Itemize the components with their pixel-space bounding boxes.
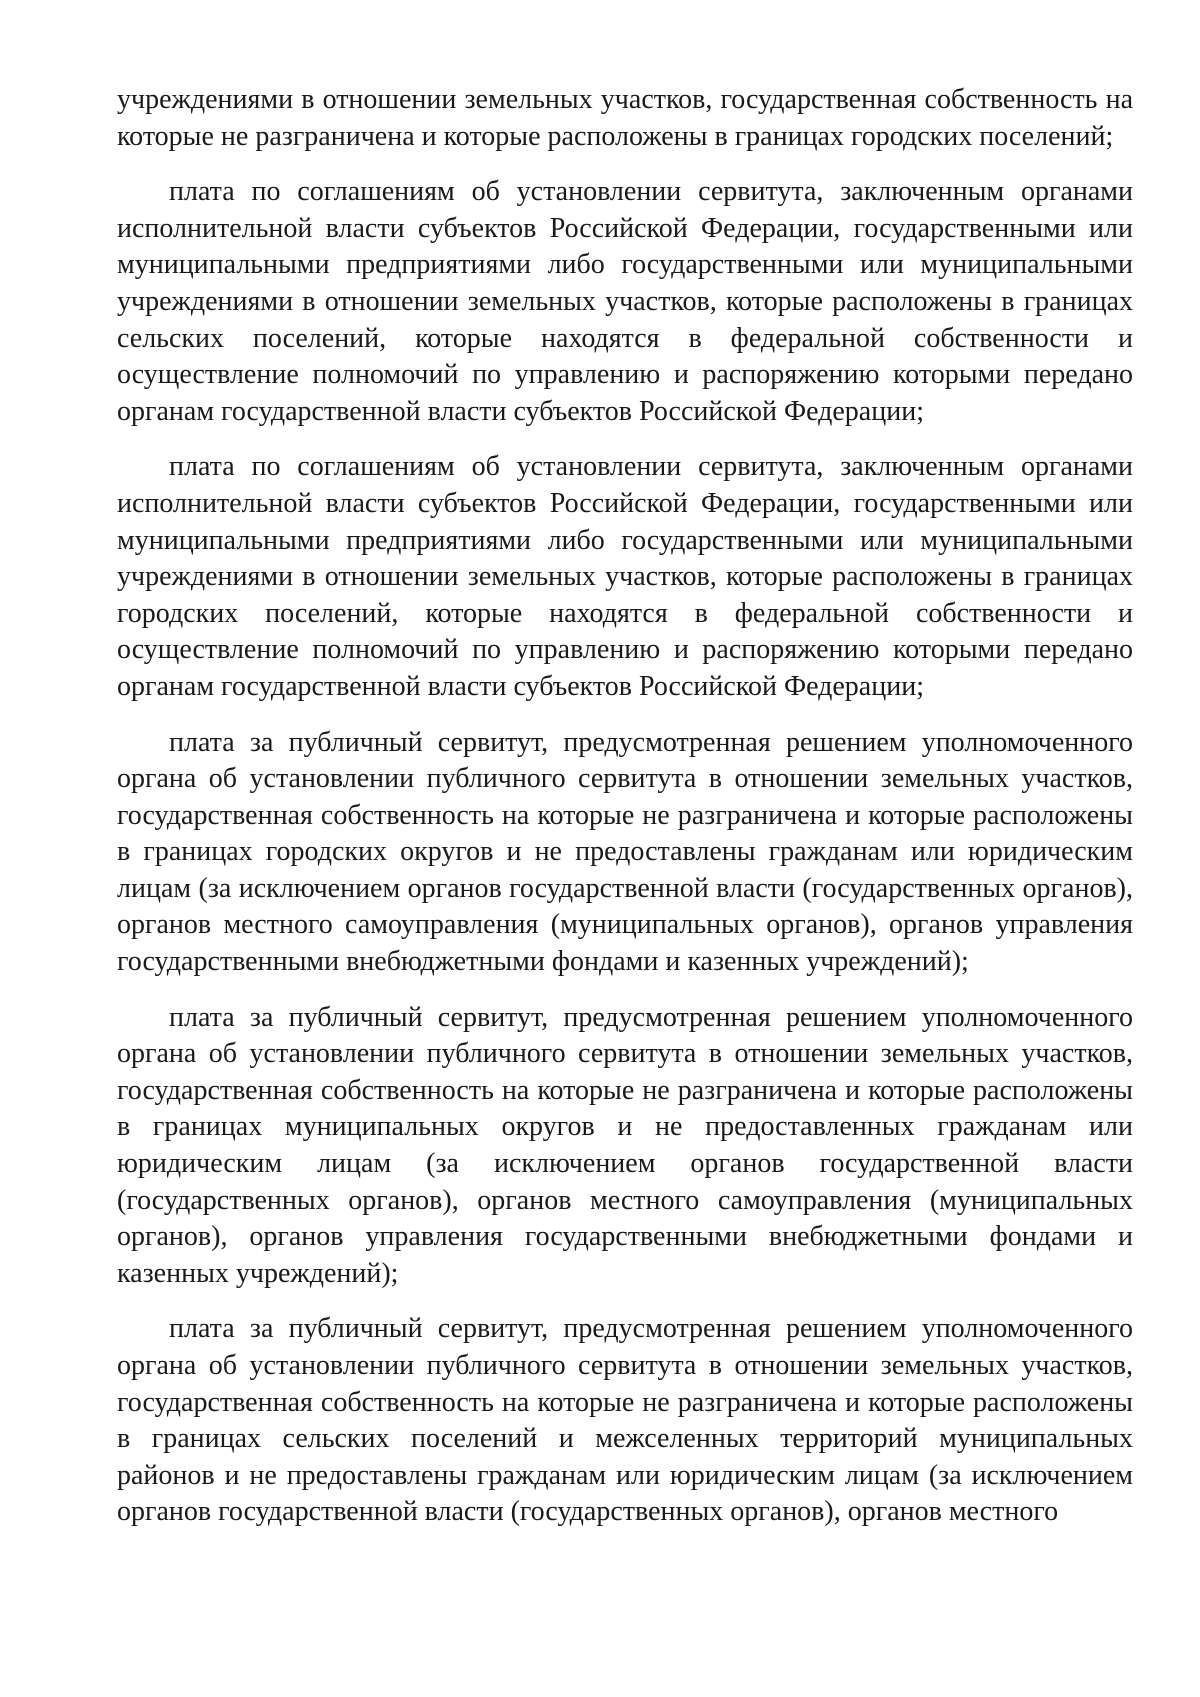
paragraph-public-easement-urban-districts: плата за публичный сервитут, предусмотренная решением уполномоченного органа об установлении публичного сервитута в отношении земельных участков, государственная собственность на которые не разграничена и которые расположены в границах городских округов и не предоставлены гражданам или юридическим лицам (за исключением органов государственной власти (государственных органов), органов местного самоуправления (муниципальных органов), органов управления государственными внебюджетными фондами и казенных учреждений); bbox=[117, 726, 1133, 978]
document-page bbox=[117, 82, 1133, 1531]
paragraph-easement-rural-settlements: плата по соглашениям об установлении сервитута, заключенным органами исполнительной власти субъектов Российской Федерации, государственными или муниципальными предприятиями либо государственными или муниципальными учреждениями в отношении земельных участков, которые расположены в границах сельских поселений, которые находятся в федеральной собственности и осуществление полномочий по управлению и распоряжению которыми передано органам государственной власти субъектов Российской Федерации; bbox=[117, 176, 1133, 427]
paragraph-continuation: учреждениями в отношении земельных участков, государственная собственность на которые не разграничена и которые расположены в границах городских поселений; bbox=[117, 84, 1133, 152]
paragraph-public-easement-municipal-districts: плата за публичный сервитут, предусмотренная решением уполномоченного органа об установлении публичного сервитута в отношении земельных участков, государственная собственность на которые не разграничена и которые расположены в границах муниципальных округов и не предоставленных гражданам или юридическим лицам (за исключением органов государственной власти (государственных органов), органов местного самоуправления (муниципальных органов), органов управления государственными внебюджетными фондами и казенных учреждений); bbox=[117, 1001, 1133, 1289]
paragraph-easement-urban-settlements: плата по соглашениям об установлении сервитута, заключенным органами исполнительной власти субъектов Российской Федерации, государственными или муниципальными предприятиями либо государственными или муниципальными учреждениями в отношении земельных участков, которые расположены в границах городских поселений, которые находятся в федеральной собственности и осуществление полномочий по управлению и распоряжению которыми передано органам государственной власти субъектов Российской Федерации; bbox=[117, 451, 1133, 702]
paragraph-public-easement-rural-settlements: плата за публичный сервитут, предусмотренная решением уполномоченного органа об установлении публичного сервитута в отношении земельных участков, государственная собственность на которые не разграничена и которые расположены в границах сельских поселений и межселенных территорий муниципальных районов и не предоставлены гражданам или юридическим лицам (за исключением органов государственной власти (государственных органов), органов местного bbox=[117, 1313, 1133, 1528]
